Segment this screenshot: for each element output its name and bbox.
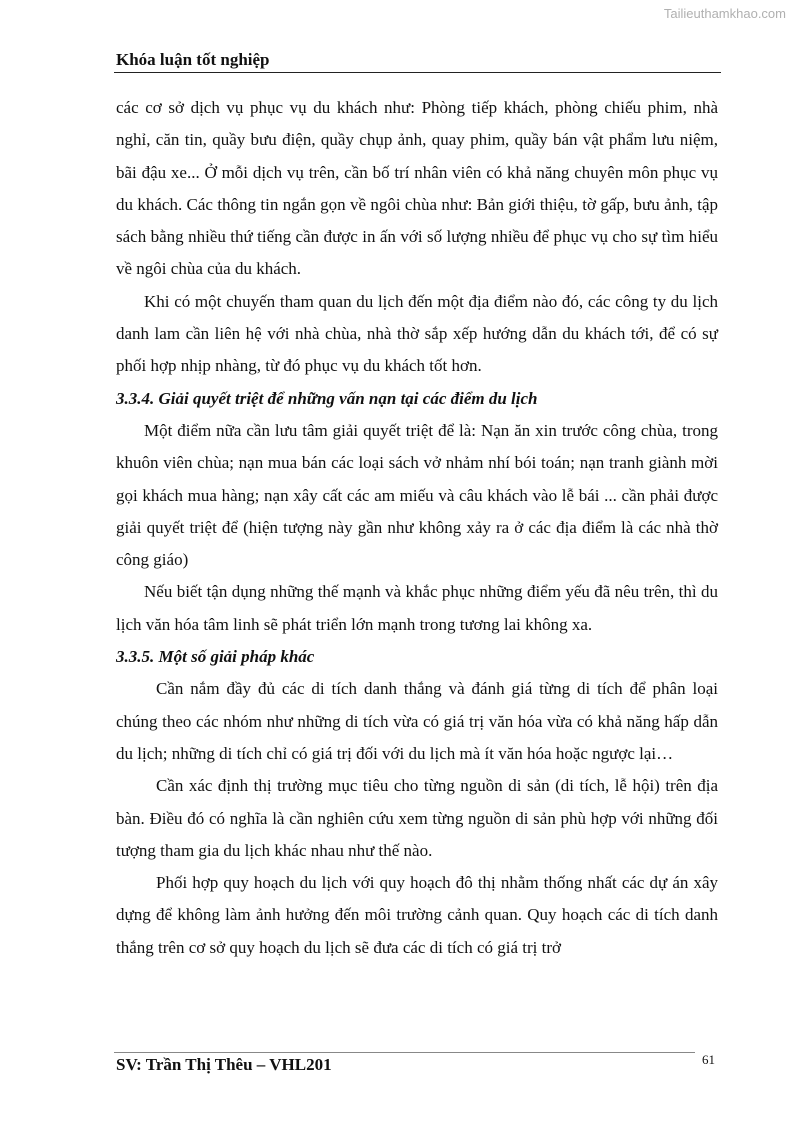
paragraph: Cần xác định thị trường mục tiêu cho từng nguồn di sản (di tích, lễ hội) trên địa bàn. Điều đó có nghĩa là cần nghiên cứu xem từng nguồn di sản phù hợp với những đối tượng tham gia du lịch khác nhau như thế nào. (116, 776, 718, 860)
footer-author: SV: Trần Thị Thêu – VHL201 (116, 1055, 332, 1074)
section-heading-3-3-4: 3.3.4. Giải quyết triệt để những vấn nạn tại các điểm du lịch (116, 388, 538, 408)
page-body (116, 92, 718, 964)
page-header-title: Khóa luận tốt nghiệp (116, 50, 270, 69)
paragraph: Cần nắm đầy đủ các di tích danh thắng và đánh giá từng di tích để phân loại chúng theo các nhóm như những di tích vừa có giá trị văn hóa vừa có khả năng hấp dẫn du lịch; những di tích chỉ có giá trị đối với du lịch mà ít văn hóa hoặc ngược lại… (116, 679, 718, 763)
paragraph: Phối hợp quy hoạch du lịch với quy hoạch đô thị nhằm thống nhất các dự án xây dựng để không làm ảnh hưởng đến môi trường cảnh quan. Quy hoạch các di tích danh thắng trên cơ sở quy hoạch du lịch sẽ đưa các di tích có giá trị trở (116, 873, 718, 957)
footer-divider (114, 1052, 695, 1053)
paragraph-continued: các cơ sở dịch vụ phục vụ du khách như: Phòng tiếp khách, phòng chiếu phim, nhà nghỉ, căn tin, quầy bưu điện, quầy chụp ảnh, quay phim, quầy bán vật phẩm lưu niệm, bãi đậu xe... Ở mỗi dịch vụ trên, cần bố trí nhân viên có khả năng chuyên môn phục vụ du khách. Các thông tin ngắn gọn về ngôi chùa như: Bản giới thiệu, tờ gấp, bưu ảnh, tập sách bằng nhiều thứ tiếng cần được in ấn với số lượng nhiều để phục vụ cho sự tìm hiểu về ngôi chùa của du khách. (116, 98, 718, 279)
paragraph: Khi có một chuyến tham quan du lịch đến một địa điểm nào đó, các công ty du lịch danh lam cần liên hệ với nhà chùa, nhà thờ sắp xếp hướng dẫn du khách tới, để có sự phối hợp nhịp nhàng, từ đó phục vụ du khách tốt hơn. (116, 291, 718, 376)
paragraph: Một điểm nữa cần lưu tâm giải quyết triệt để là: Nạn ăn xin trước công chùa, trong khuôn viên chùa; nạn mua bán các loại sách vở nhảm nhí bói toán; nạn tranh giành mời gọi khách mua hàng; nạn xây cất các am miếu và câu khách vào lễ bái ... cần phải được giải quyết triệt để (hiện tượng này gần như không xảy ra ở các địa điểm là các nhà thờ công giáo) (116, 420, 718, 570)
paragraph: Nếu biết tận dụng những thế mạnh và khắc phục những điểm yếu đã nêu trên, thì du lịch văn hóa tâm linh sẽ phát triển lớn mạnh trong tương lai không xa. (116, 582, 718, 634)
header-divider (114, 72, 721, 73)
watermark: Tailieuthamkhao.com (663, 6, 786, 21)
page-number: 61 (702, 1052, 715, 1067)
section-heading-3-3-5: 3.3.5. Một số giải pháp khác (116, 647, 315, 667)
